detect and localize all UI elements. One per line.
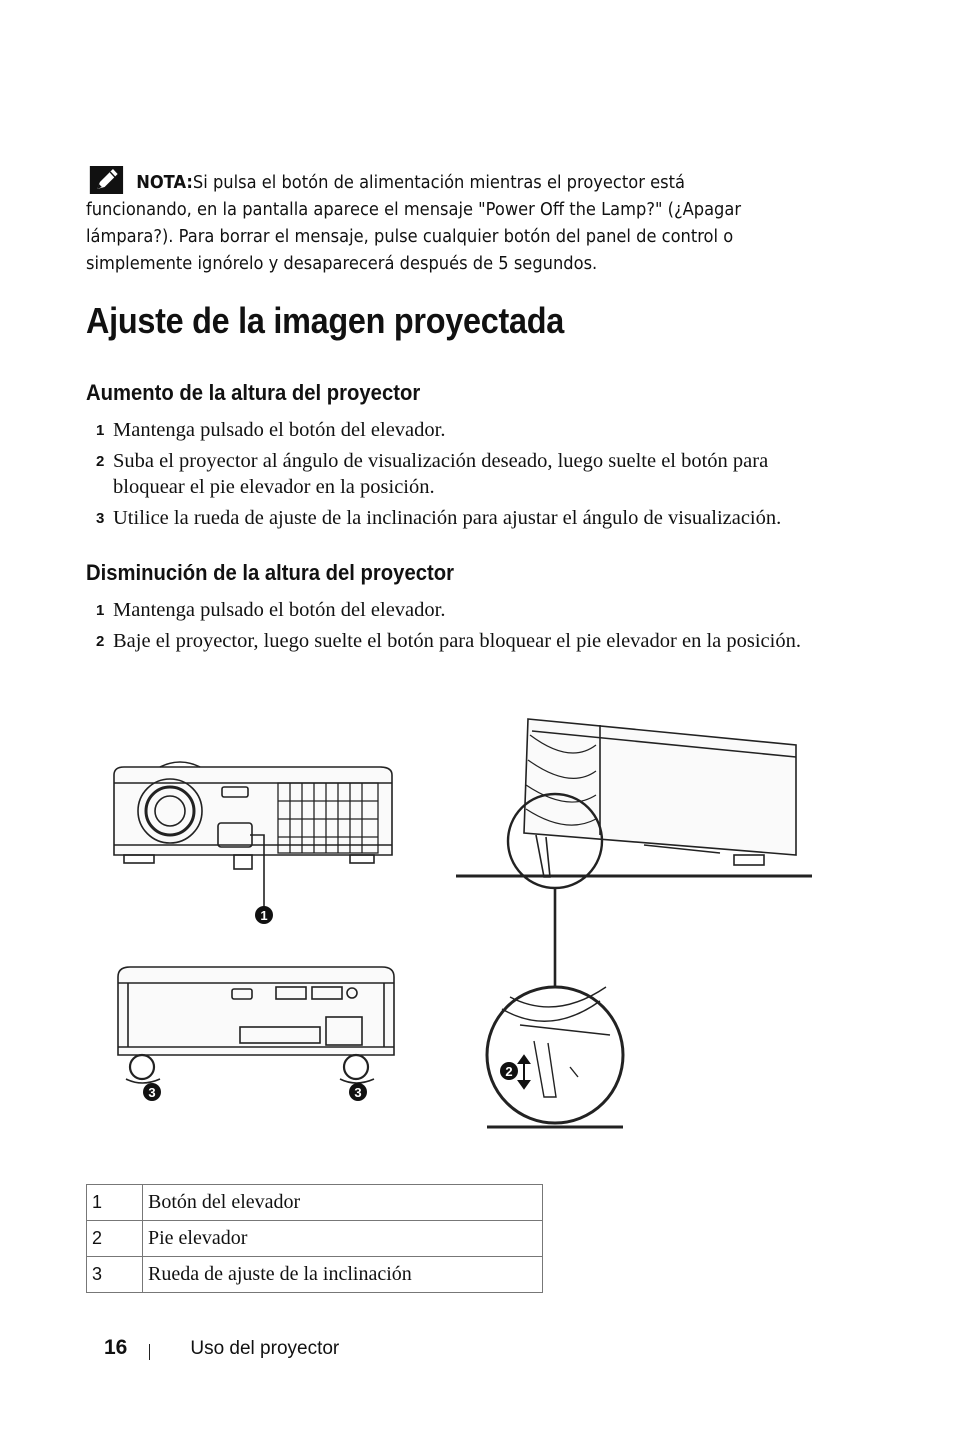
callout-3-label: 3 <box>354 1085 362 1100</box>
footer-section-title: Uso del proyector <box>190 1338 340 1359</box>
step-number: 2 <box>96 633 105 650</box>
legend-number: 2 <box>87 1221 143 1257</box>
page-footer <box>104 1336 339 1360</box>
callout-3-label: 3 <box>148 1085 156 1100</box>
step-number: 3 <box>96 510 105 527</box>
legend-label: Rueda de ajuste de la inclinación <box>143 1257 543 1293</box>
pencil-note-icon <box>90 166 123 194</box>
step-text: Suba el proyector al ángulo de visualización deseado, luego suelte el botón para bloquear el pie elevador en la posición. <box>113 450 769 498</box>
legend-number: 3 <box>87 1257 143 1293</box>
legend-number: 1 <box>87 1185 143 1221</box>
projector-front-view <box>114 762 392 910</box>
lower-steps-list <box>96 597 836 659</box>
table-row <box>87 1185 543 1221</box>
projector-rear-view <box>118 967 394 1083</box>
list-item <box>96 417 836 443</box>
step-text: Baje el proyector, luego suelte el botón para bloquear el pie elevador en la posición. <box>113 630 801 652</box>
footer-divider <box>149 1344 150 1360</box>
list-item <box>96 448 836 500</box>
callout-3-marker-left <box>143 1083 161 1101</box>
projector-illustration <box>100 705 820 1145</box>
raise-steps-list <box>96 417 836 536</box>
lower-section-title: Disminución de la altura del proyector <box>86 560 454 585</box>
callout-3-marker-right <box>349 1083 367 1101</box>
legend-label: Botón del elevador <box>143 1185 543 1221</box>
raise-section-title: Aumento de la altura del proyector <box>86 380 421 405</box>
page-number: 16 <box>104 1336 128 1359</box>
list-item <box>96 597 836 623</box>
legend-table <box>86 1184 543 1293</box>
legend-label: Pie elevador <box>143 1221 543 1257</box>
callout-2-label: 2 <box>505 1064 513 1079</box>
callout-1-label: 1 <box>260 908 268 923</box>
step-text: Mantenga pulsado el botón del elevador. <box>113 599 446 621</box>
step-text: Utilice la rueda de ajuste de la inclinación para ajustar el ángulo de visualización. <box>113 507 782 529</box>
step-text: Mantenga pulsado el botón del elevador. <box>113 419 446 441</box>
step-number: 1 <box>96 602 105 619</box>
step-number: 1 <box>96 422 105 439</box>
note-text: Si pulsa el botón de alimentación mientras el proyector está funcionando, en la pantalla aparece el mensaje "Power Off the Lamp?" (¿Apagar lámpara?). Para borrar el mensaje, pulse cualquier botón del panel de control o simplemente ignórelo y desaparecerá después de 5 segundos. <box>86 173 742 274</box>
step-number: 2 <box>96 453 105 470</box>
table-row <box>87 1221 543 1257</box>
note-label: NOTA: <box>136 173 193 193</box>
list-item <box>96 505 836 531</box>
table-row <box>87 1257 543 1293</box>
callout-1-marker <box>255 906 273 924</box>
page-title: Ajuste de la imagen proyectada <box>86 300 565 341</box>
list-item <box>96 628 836 654</box>
note-block <box>86 166 756 278</box>
